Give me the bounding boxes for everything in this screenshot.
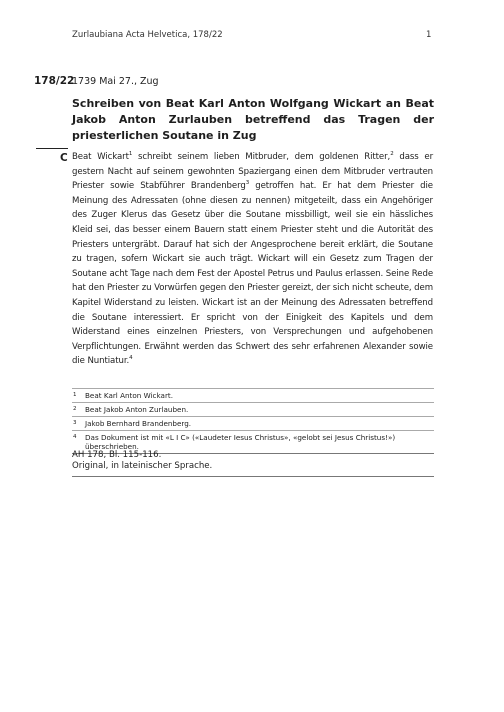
body-text-part: dass er gestern Nacht auf seinem gewohnten Spaziergang einen dem Mitbruder vertrauten Priester sowie Stabführer Brandenberg [72, 152, 433, 192]
body-text-part: Beat Wickart [72, 152, 129, 162]
footnote [72, 416, 434, 430]
source-note [72, 450, 434, 472]
footnotes [72, 388, 434, 454]
document-date: 1739 Mai 27., Zug [72, 76, 159, 87]
footnote-number: 1 [73, 392, 77, 398]
footnote-ref-2[interactable]: 2 [390, 151, 394, 157]
footnote-ref-4[interactable]: 4 [129, 355, 133, 362]
footnote-ref-1[interactable]: 1 [128, 151, 133, 157]
footnote-text: Jakob Bernhard Brandenberg. [85, 419, 192, 428]
footnote [72, 402, 434, 416]
footnote-text: Das Dokument ist mit «L I C» («Laudeter Iesus Christus», «gelobt sei Jesus Christus!») überschrieben. [85, 433, 396, 451]
document-number: 178/22 [34, 75, 75, 87]
body-text-part: schreibt seinem lieben Mitbruder, dem goldenen Ritter, [132, 152, 391, 162]
source-language: Original, in lateinischer Sprache. [72, 461, 213, 471]
regest-body [72, 150, 433, 369]
footnote-ref-3[interactable]: 3 [245, 180, 250, 187]
body-text-part: getroffen hat. Er hat dem Priester die Meinung des Adressaten (ohne diesen zu nennen) mitgeteilt, dass ein Angehöriger des Zuger Klerus das Gesetz über die Soutane missbilligt, weil sie ein hässliches Kleid sei, das besser einem Bauern statt einem Priester steht und die Autorität des Priesters untergräbt. Darauf hat sich der Angesprochene bereit erklärt, die Soutane zu tragen, sofern Wickart sie auch trägt. Wickart will ein Gesetz zum Tragen der Soutane acht Tage nach dem Fest der Apostel Petrus und Paulus erlassen. Seine Rede hat den Priester zu Vorwürfen gegen den Priester gereizt, der sich nicht scheute, dem Kapitel Widerstand zu leisten. Wickart ist an der Meinung des Adressaten betreffend die Soutane interessiert. Er spricht von der Einigkeit des Kapitels und dem Widerstand eines einzelnen Priesters, von Versprechungen und aufgehobenen Verpflichtungen. Erwähnt werden das Schwert des sehr erfahrenen Alexander sowie die Nuntiatur. [72, 181, 434, 367]
footnote-number: 3 [73, 420, 77, 426]
footnote [72, 388, 434, 402]
footnote-text: Beat Karl Anton Wickart. [85, 391, 174, 400]
footnote-number: 4 [73, 434, 77, 440]
section-rule [36, 148, 68, 149]
running-header-title: Zurlaubiana Acta Helvetica, 178/22 [72, 30, 223, 40]
document-sigil: C [60, 152, 68, 164]
footnote-text: Beat Jakob Anton Zurlauben. [85, 405, 189, 414]
document-title: Schreiben von Beat Karl Anton Wolfgang Wickart an Beat Jakob Anton Zurlauben betreffend das Tragen der priesterlichen Soutane in Zug [72, 97, 434, 142]
source-archive-ref: AH 178, Bl. 115-116. [72, 450, 162, 460]
footnote-number: 2 [73, 406, 77, 412]
page-number: 1 [426, 30, 432, 40]
source-end-rule [72, 476, 434, 477]
